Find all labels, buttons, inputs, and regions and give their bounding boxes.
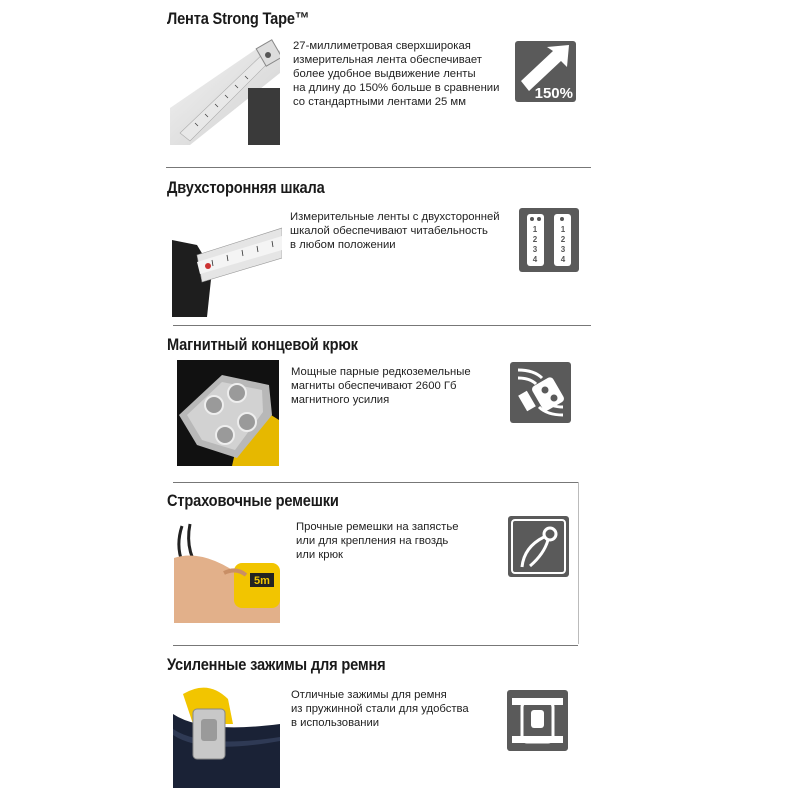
description-line: Отличные зажимы для ремня xyxy=(291,689,447,701)
section-description xyxy=(296,520,526,562)
description-line: Прочные ремешки на запястье xyxy=(296,521,459,533)
section-title: Страховочные ремешки xyxy=(167,491,339,510)
description-line: или крюк xyxy=(296,549,343,561)
description-line: магнитного усилия xyxy=(291,394,390,406)
description-line: на длину до 150% больше в сравнении xyxy=(293,82,500,94)
strap-icon xyxy=(508,516,569,577)
description-line: магниты обеспечивают 2600 Гб xyxy=(291,380,457,392)
divider xyxy=(578,482,579,644)
description-line: из пружинной стали для удобства xyxy=(291,703,469,715)
scale-digit: 4 xyxy=(560,255,566,264)
scale-digit: 2 xyxy=(532,235,538,244)
belt-clip-icon xyxy=(507,690,568,751)
scale-digit: 4 xyxy=(532,255,538,264)
section-description xyxy=(290,210,520,252)
section-title: Двухсторонняя шкала xyxy=(167,178,325,197)
description-line: Мощные парные редкоземельные xyxy=(291,366,471,378)
scale-digit: 1 xyxy=(560,225,566,234)
description-line: 27-миллиметровая сверхширокая xyxy=(293,40,471,52)
belt-clip-photo xyxy=(173,684,280,788)
divider xyxy=(173,325,591,326)
section-description xyxy=(291,365,521,407)
strong-tape-photo xyxy=(170,33,280,145)
divider xyxy=(166,167,591,168)
description-line: шкалой обеспечивают читабельность xyxy=(290,225,488,237)
description-line: в любом положении xyxy=(290,239,396,251)
description-line: измерительная лента обеспечивает xyxy=(293,54,482,66)
icon-percent-text: 150% xyxy=(534,85,573,102)
magnet-hook-icon xyxy=(510,362,571,423)
description-line: более удобное выдвижение ленты xyxy=(293,68,476,80)
scale-digit: 3 xyxy=(560,245,566,254)
tape-label: 5m xyxy=(254,575,270,587)
magnetic-hook-photo xyxy=(177,360,279,466)
section-title: Усиленные зажимы для ремня xyxy=(167,655,386,674)
section-description xyxy=(291,688,521,730)
divider xyxy=(173,645,578,646)
description-line: или для крепления на гвоздь xyxy=(296,535,449,547)
double-sided-scale-icon xyxy=(519,208,579,272)
wrist-strap-photo xyxy=(174,518,280,623)
double-scale-photo xyxy=(172,210,282,317)
section-description xyxy=(293,39,523,109)
arrow-150-percent-icon xyxy=(515,41,576,102)
scale-digit: 3 xyxy=(532,245,538,254)
section-title: Магнитный концевой крюк xyxy=(167,335,358,354)
description-line: Измерительные ленты с двухсторонней xyxy=(290,211,500,223)
description-line: в использовании xyxy=(291,717,380,729)
section-title: Лента Strong Tape™ xyxy=(167,9,310,28)
description-line: со стандартными лентами 25 мм xyxy=(293,96,466,108)
divider xyxy=(173,482,578,483)
scale-digit: 1 xyxy=(532,225,538,234)
scale-digit: 2 xyxy=(560,235,566,244)
